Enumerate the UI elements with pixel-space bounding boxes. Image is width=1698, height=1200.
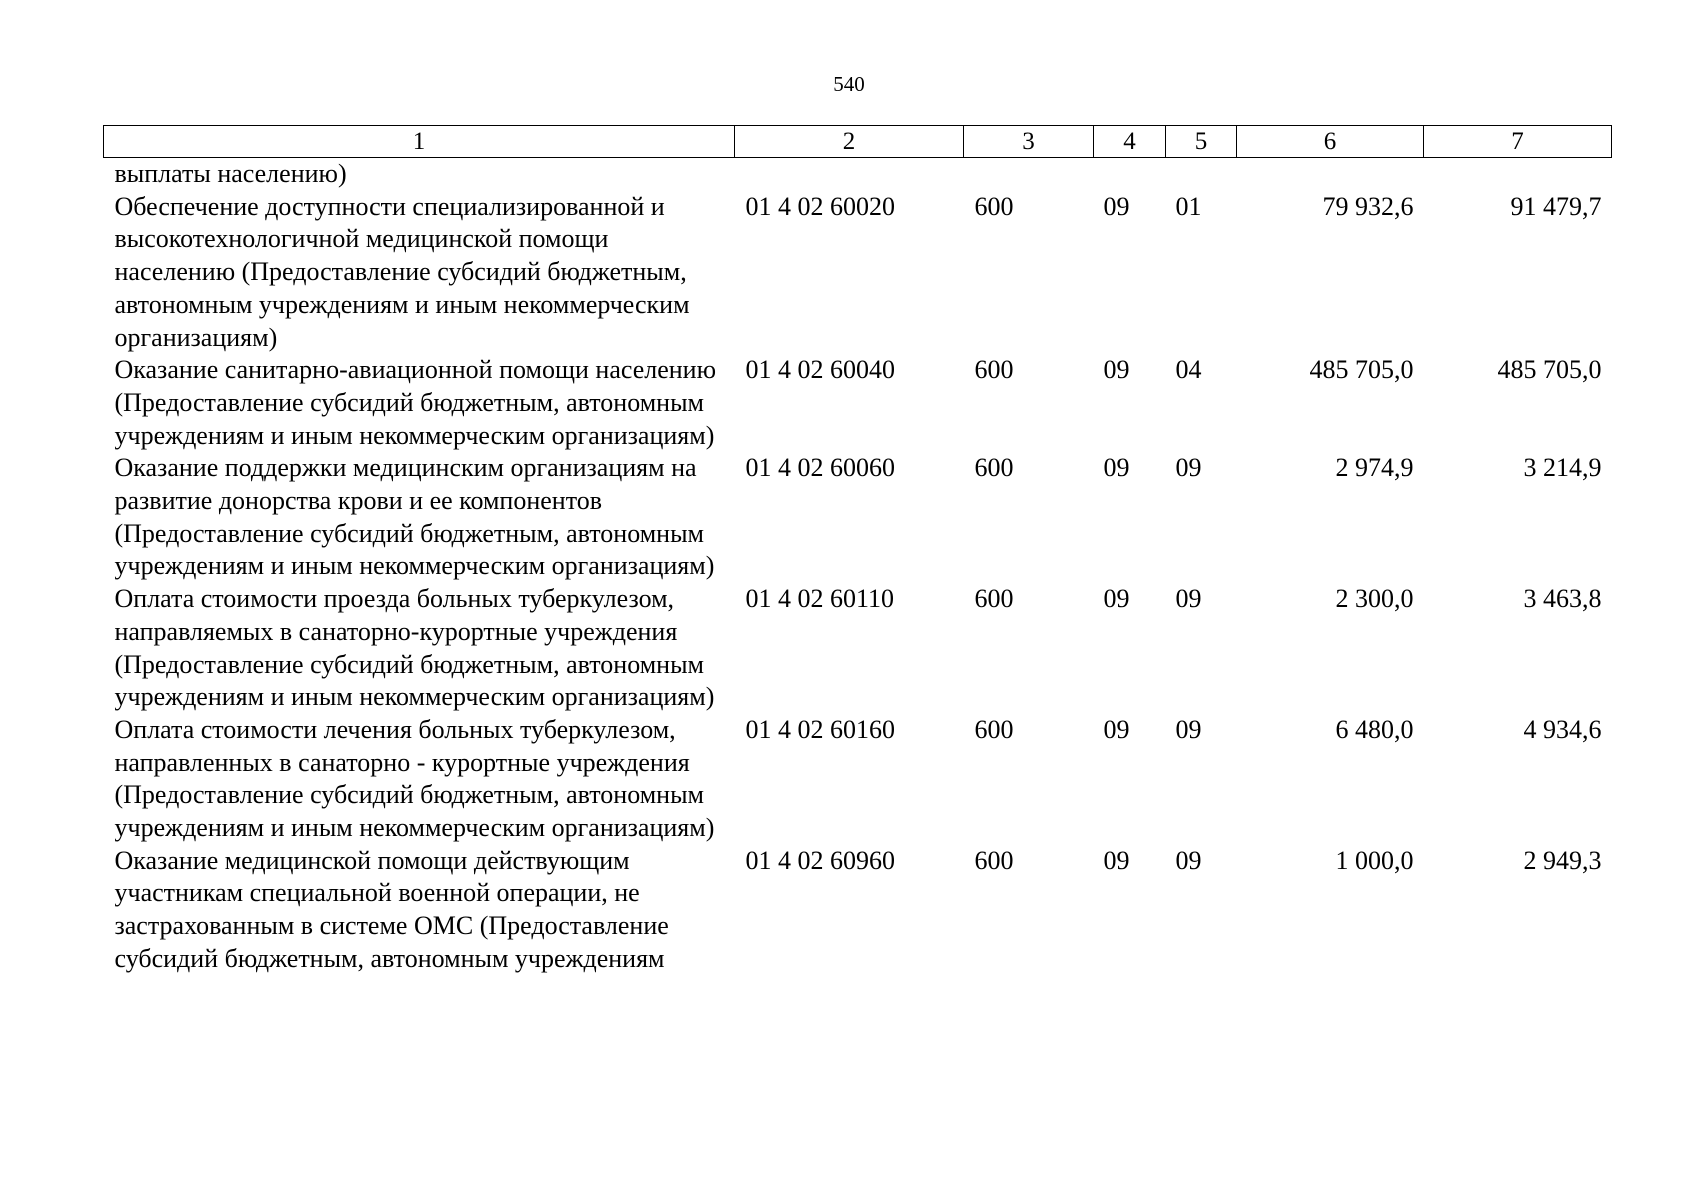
- row-section: 09: [1103, 845, 1130, 875]
- table-header: [104, 126, 1612, 158]
- header-col-4: 4: [1094, 126, 1166, 158]
- row-name: Оплата стоимости проезда больных туберкулезом, направляемых в санаторно-курортные учреждения (Предоставление субсидий бюджетным, автономным учреждениям и иным некоммерческим организациям): [114, 584, 715, 712]
- row-sum-year2: 4 934,6: [1523, 714, 1602, 744]
- row-section: 09: [1103, 191, 1130, 221]
- header-col-1: 1: [104, 126, 735, 158]
- table-row: [104, 714, 1612, 845]
- continuation-text: выплаты населению): [114, 159, 347, 188]
- header-row: [104, 126, 1612, 158]
- row-expense-type: 600: [974, 714, 1014, 744]
- row-sum-year2: 3 463,8: [1523, 584, 1602, 614]
- row-section: 09: [1103, 453, 1130, 483]
- row-sum-year1: 2 974,9: [1335, 453, 1414, 483]
- row-sum-year1: 1 000,0: [1335, 845, 1414, 875]
- row-name: Оказание медицинской помощи действующим участникам специальной военной операции, не застрахованным в системе ОМС (Предоставление субсидий бюджетным, автономным учреждениям: [114, 845, 669, 973]
- row-subsection: 09: [1175, 584, 1202, 614]
- header-col-5: 5: [1166, 126, 1237, 158]
- row-subsection: 01: [1175, 191, 1202, 221]
- row-name: Обеспечение доступности специализированной и высокотехнологичной медицинской помощи населению (Предоставление субсидий бюджетным, автономным учреждениям и иным некоммерческим организациям): [114, 191, 690, 352]
- row-sum-year1: 79 932,6: [1322, 191, 1414, 221]
- row-sum-year2: 91 479,7: [1510, 191, 1602, 221]
- row-expense-type: 600: [974, 355, 1014, 385]
- row-section: 09: [1103, 714, 1130, 744]
- page-number: 540: [833, 72, 865, 96]
- row-expense-type: 600: [974, 453, 1014, 483]
- row-target-code: 01 4 02 60110: [745, 584, 895, 614]
- row-section: 09: [1103, 584, 1130, 614]
- header-col-3: 3: [964, 126, 1094, 158]
- row-sum-year2: 485 705,0: [1497, 355, 1602, 385]
- table-row: [104, 583, 1612, 714]
- row-sum-year1: 2 300,0: [1335, 584, 1414, 614]
- continuation-row: [104, 158, 1612, 191]
- row-subsection: 04: [1175, 355, 1202, 385]
- row-expense-type: 600: [974, 191, 1014, 221]
- row-expense-type: 600: [974, 845, 1014, 875]
- row-sum-year2: 3 214,9: [1523, 453, 1602, 483]
- row-section: 09: [1103, 355, 1130, 385]
- row-expense-type: 600: [974, 584, 1014, 614]
- table-body: [104, 158, 1612, 976]
- row-name: Оказание поддержки медицинским организациям на развитие донорства крови и ее компонентов (Предоставление субсидий бюджетным, автономным учреждениям и иным некоммерческим организациям): [114, 453, 715, 581]
- table-row: [104, 191, 1612, 355]
- table-row: [104, 845, 1612, 976]
- row-name: Оплата стоимости лечения больных туберкулезом, направленных в санаторно - курортные учреждения (Предоставление субсидий бюджетным, автономным учреждениям и иным некоммерческим организациям): [114, 714, 715, 843]
- row-target-code: 01 4 02 60040: [745, 355, 895, 385]
- row-sum-year1: 6 480,0: [1335, 714, 1414, 744]
- row-subsection: 09: [1175, 453, 1202, 483]
- row-target-code: 01 4 02 60060: [745, 453, 895, 483]
- row-target-code: 01 4 02 60160: [745, 714, 895, 744]
- row-sum-year1: 485 705,0: [1309, 355, 1414, 385]
- table-row: [104, 354, 1612, 452]
- table-row: [104, 452, 1612, 583]
- header-col-2: 2: [735, 126, 964, 158]
- row-subsection: 09: [1175, 714, 1202, 744]
- row-sum-year2: 2 949,3: [1523, 845, 1602, 875]
- header-col-6: 6: [1237, 126, 1424, 158]
- row-subsection: 09: [1175, 845, 1202, 875]
- row-target-code: 01 4 02 60020: [745, 191, 895, 221]
- header-col-7: 7: [1424, 126, 1612, 158]
- budget-table: [103, 125, 1612, 976]
- row-name: Оказание санитарно-авиационной помощи населению (Предоставление субсидий бюджетным, автономным учреждениям и иным некоммерческим организациям): [114, 355, 717, 450]
- row-target-code: 01 4 02 60960: [745, 845, 895, 875]
